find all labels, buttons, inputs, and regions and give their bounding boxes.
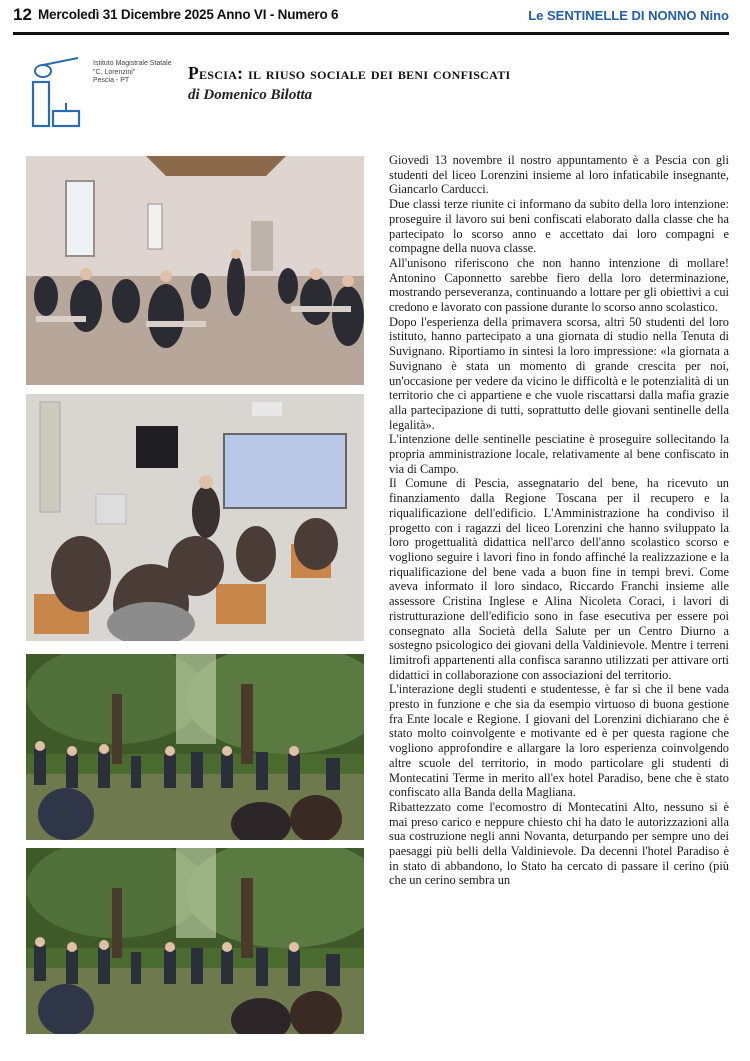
school-name xyxy=(93,60,172,86)
school-line: Istituto Magistrale Statale xyxy=(93,60,172,67)
article-paragraph: L'intenzione delle sentinelle pesciatine è proseguire sollecitando la propria amministrazione locale, relativamente al bene confiscato in via di Campo. xyxy=(389,432,729,476)
header-divider xyxy=(13,32,729,35)
school-line: Pescia - PT xyxy=(93,77,130,84)
classroom-photo-1 xyxy=(26,156,364,385)
article-body xyxy=(389,153,729,888)
school-line: "C. Lorenzini" xyxy=(93,68,136,76)
article-title: Pescia: il riuso sociale dei beni confiscati xyxy=(188,63,511,83)
article-paragraph: L'interazione degli studenti e studentesse, è far sì che il bene vada presto in funzione e che sia da esempio virtuoso di buona gestione fra Ente locale e Regione. I giovani del Lorenzini dichiarano che è stato molto coinvolgente e motivante ed è per questa ragione che vogliono approfondire e allargare la loro esperienza coinvolgendo altre scuole del territorio, in modo particolare gli studenti di Montecatini Terme in merito all'ex hotel Paradiso, bene che è stato confiscato alla Banda della Magliana. xyxy=(389,682,729,800)
article-paragraph: Dopo l'esperienza della primavera scorsa, altri 50 studenti del loro istituto, hanno partecipato a una giornata di studio nella Tenuta di Suvignano. Riportiamo in sintesi la loro impressione: «la giornata a Suvignano è stata un momento di grande crescita per noi, un'occasione per vedere da vicino le difficoltà e le potenzialità di un territorio che ci appartiene e che vuole riscattarsi dalla mafia grazie alla partecipazione di tutti, soprattutto delle giovani sentinelle della legalità». xyxy=(389,314,729,432)
article-paragraph: Ribattezzato come l'ecomostro di Montecatini Alto, nessuno si è mai preso carico e neppure chiesto chi ha dato le autorizzazioni alla sua costruzione negli anni Novanta, deturpando per sempre uno dei paesaggi più belli della Valdinievole. Da decenni l'hotel Paradiso è in stato di abbandono, lo Stato ha cercato di passare il cerino (più che un cerino sembra un xyxy=(389,799,729,888)
school-logo xyxy=(30,56,90,132)
outdoor-photo-1 xyxy=(26,654,364,840)
page-number: 12 xyxy=(13,5,32,24)
article-paragraph: All'unisono riferiscono che non hanno intenzione di mollare! Antonino Caponnetto sarebbe fiero della loro determinazione, mostrando perseveranza, continuando a lottare per gli obiettivi a cui credono e lavorato con passione durante lo scorso anno scolastico. xyxy=(389,255,729,315)
outdoor-photo-2 xyxy=(26,848,364,1034)
article-paragraph: Il Comune di Pescia, assegnatario del bene, ha ricevuto un finanziamento dalla Regione Toscana per il recupero e la riqualificazione dell'edificio. L'Amministrazione ha condiviso il progetto con i ragazzi del liceo Lorenzini che hanno sviluppato la loro progettualità didattica nell'arco dell'anno scolastico scorso e vogliono seguire i lavori fino in fondo affinché la realizzazione e la riqualificazione del bene vada a buon fine in tempi brevi. Come aveva informato il loro sindaco, Riccardo Franchi insieme alle assessore Cristina Inglese e Alina Nicoleta Coraci, i lavori di ristrutturazione dell'edificio sono in fase esecutiva per essere poi consegnato alla Società della Salute per un Centro Diurno a sostegno psicologico dei giovani della Valdinievole. Mentre i terreni limitrofi appartenenti alla confisca saranno utilizzati per attivare orti didattici in collaborazione con associazioni del territorio. xyxy=(389,476,729,682)
article-byline: di Domenico Bilotta xyxy=(188,87,313,103)
issue-date: Mercoledì 31 Dicembre 2025 Anno VI - Numero 6 xyxy=(38,7,339,22)
article-paragraph: Giovedì 13 novembre il nostro appuntamento è a Pescia con gli studenti del liceo Lorenzini insieme al loro infaticabile insegnante, Giancarlo Carducci. xyxy=(389,153,729,197)
classroom-photo-2 xyxy=(26,394,364,641)
page-header xyxy=(13,5,729,31)
article-paragraph: Due classi terze riunite ci informano da subito della loro intenzione: proseguire il lavoro sui beni confiscati elaborato dalla classe che ha partecipato lo scorso anno e accettato dai loro compagni e compagne della nuova classe. xyxy=(389,197,729,256)
masthead: Le SENTINELLE DI NONNO Nino xyxy=(528,8,729,23)
